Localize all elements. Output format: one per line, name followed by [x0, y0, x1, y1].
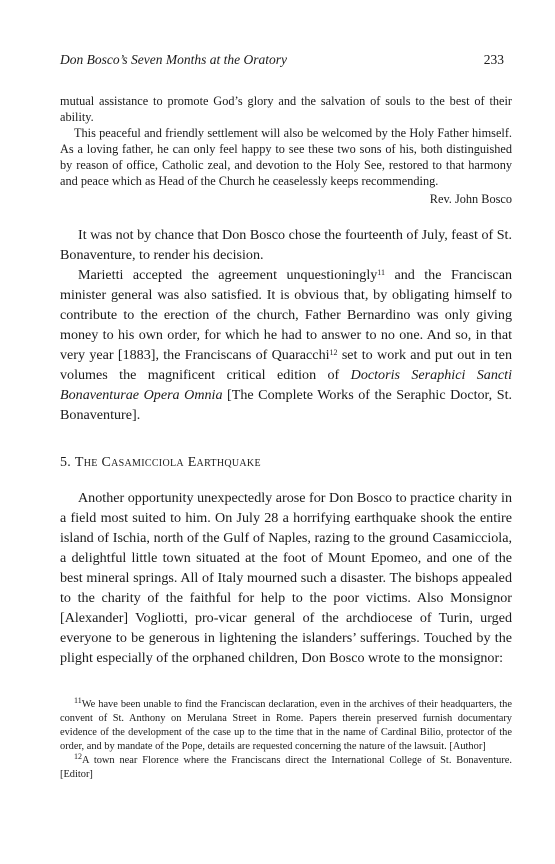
section-heading	[60, 455, 512, 471]
footnote-ref: 11	[377, 268, 385, 277]
running-head	[60, 52, 512, 68]
text-run: set to work and put out in ten volumes the magnificent critical edition of	[60, 347, 512, 383]
section-title: The Casamicciola Earthquake	[74, 455, 261, 470]
body-paragraph: Another opportunity unexpectedly arose for Don Bosco to practice charity in a field most suited to him. On July 28 a horrifying earthquake shook the entire island of Ischia, north of the Gulf of Naples, razing to the ground Casamicciola, a delightful little town situated at the foot of Mount Epomeo, and one of the best mineral springs. All of Italy mourned such a disaster. The bishops appealed to the charity of the faithful for help to the poor victims. Also Monsignor [Alexander] Vogliotti, pro-vicar general of the archdiocese of Turin, urged everyone to be generous in lightening the islanders’ sufferings. Touched by the plight especially of the orphaned children, Don Bosco wrote to the monsignor:	[60, 490, 512, 666]
body-text	[60, 225, 512, 425]
text-run: Marietti accepted the agreement unquestioningly	[78, 267, 378, 283]
footnotes	[60, 698, 512, 782]
footnote-text: We have been unable to find the Franciscan declaration, even in the archives of their headquarters, the convent of St. Anthony on Merulana Street in Rome. Papers therein preserved furnish documentary evidence of the development of the case up to the time that in the name of Cardinal Bilio, protector of the order, and by mandate of the Pope, details are requested concerning the nature of the lawsuit. [Author]	[60, 699, 512, 752]
letter-paragraph: This peaceful and friendly settlement will also be welcomed by the Holy Father himself. As a loving father, he can only feel happy to see these two sons of his, both distinguished by reason of office, Catholic zeal, and devotion to the Holy See, restored to that harmony and peace which as Head of the Church he ceaselessly keeps recommending.	[60, 126, 512, 188]
letter-paragraph: mutual assistance to promote God’s glory and the salvation of souls to the best of their ability.	[60, 94, 512, 124]
section-number: 5.	[60, 455, 72, 470]
book-title: Doctoris Seraphici Sancti Bonaventurae Opera Omnia	[60, 367, 512, 403]
body-text	[60, 488, 512, 668]
book-page	[60, 52, 512, 782]
footnote	[60, 754, 512, 782]
body-paragraph: It was not by chance that Don Bosco chose the fourteenth of July, feast of St. Bonaventure, to render his decision.	[60, 227, 512, 263]
body-paragraph	[60, 265, 512, 425]
letter-signature: Rev. John Bosco	[429, 192, 512, 206]
footnote-ref: 12	[329, 348, 338, 357]
quoted-letter	[60, 93, 512, 207]
page-number: 233	[483, 52, 504, 67]
text-run: and the Franciscan minister general was also satisfied. It is obvious that, by obligating himself to contribute to the erection of the church, Father Bernardino was only giving money to his own order, for which he had to answer to no one. And so, in that very year [1883], the Franciscans of Quaracchi	[60, 267, 512, 363]
footnote-number: 11	[74, 696, 82, 705]
running-head-title: Don Bosco’s Seven Months at the Oratory	[60, 52, 287, 67]
footnote-text: A town near Florence where the Franciscans direct the International College of St. Bonaventure. [Editor]	[60, 755, 512, 780]
footnote-number: 12	[74, 752, 82, 761]
footnote	[60, 698, 512, 754]
text-run: [The Complete Works of the Seraphic Doctor, St. Bonaventure].	[60, 387, 513, 423]
